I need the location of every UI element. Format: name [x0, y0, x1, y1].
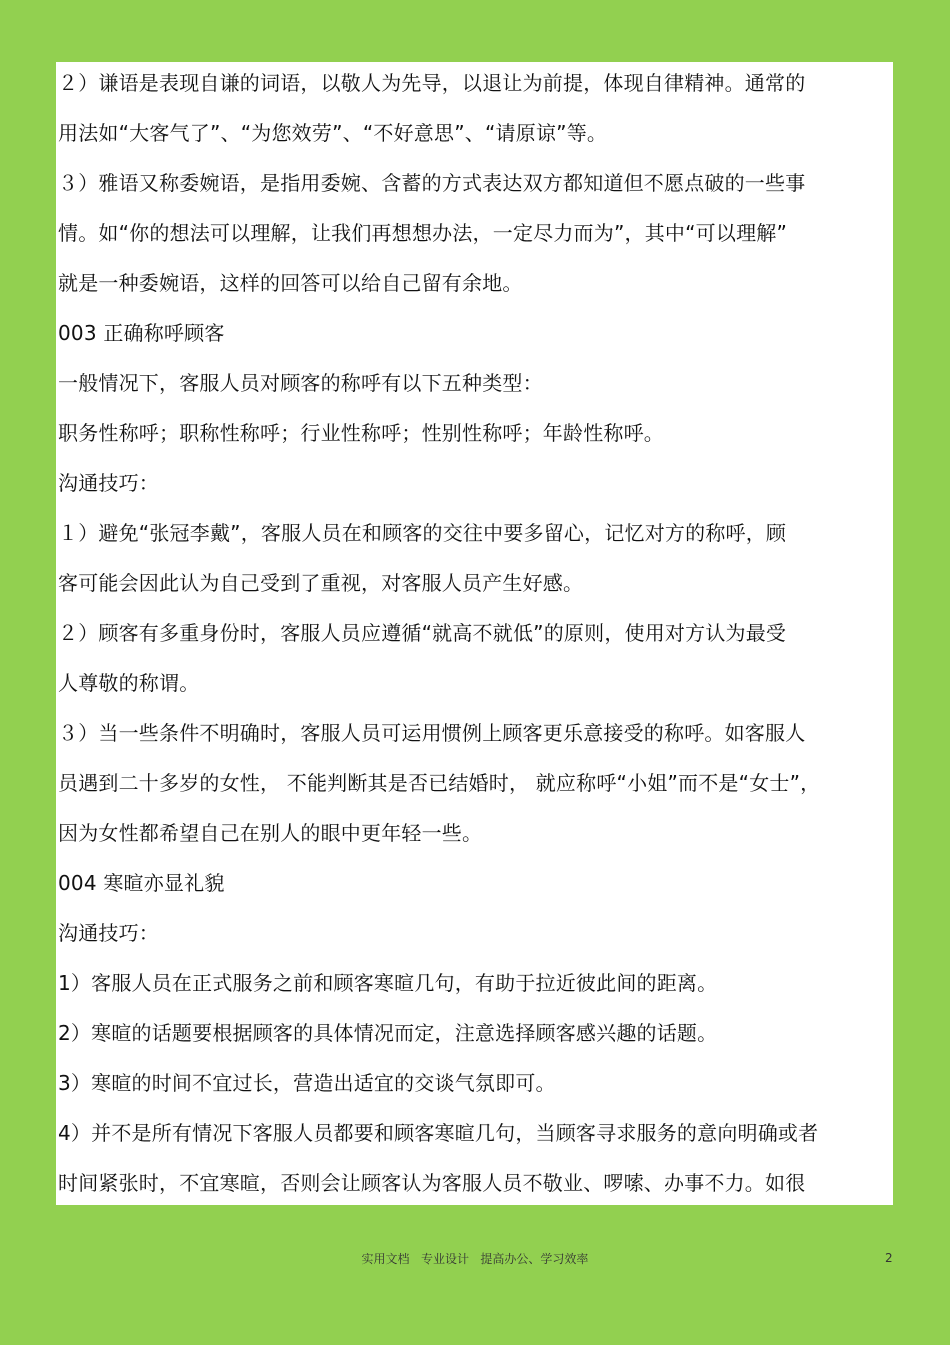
footer-text: 实用文档 专业设计 提高办公、学习效率 [361, 1252, 589, 1266]
text-line: ３）当一些条件不明确时，客服人员可运用惯例上顾客更乐意接受的称呼。如客服人 [58, 721, 806, 745]
text-line: 职务性称呼；职称性称呼；行业性称呼；性别性称呼；年龄性称呼。 [58, 421, 664, 445]
section-heading: 004 寒暄亦显礼貌 [58, 871, 225, 895]
subheading: 沟通技巧： [58, 921, 159, 945]
text-line: 2）寒暄的话题要根据顾客的具体情况而定，注意选择顾客感兴趣的话题。 [58, 1021, 718, 1045]
text-line: 情。如“你的想法可以理解，让我们再想想办法，一定尽力而为”，其中“可以理解” [58, 221, 788, 245]
text-line: 时间紧张时，不宜寒暄，否则会让顾客认为客服人员不敬业、啰嗦、办事不力。如很 [58, 1171, 806, 1195]
section-heading: 003 正确称呼顾客 [58, 321, 225, 345]
text-line: 客可能会因此认为自己受到了重视，对客服人员产生好感。 [58, 571, 584, 595]
text-line: 3）寒暄的时间不宜过长，营造出适宜的交谈气氛即可。 [58, 1071, 556, 1095]
text-line: 人尊敬的称谓。 [58, 671, 200, 695]
text-line: 员遇到二十多岁的女性， 不能判断其是否已结婚时， 就应称呼“小姐”而不是“女士”， [58, 771, 821, 795]
text-line: 就是一种委婉语，这样的回答可以给自己留有余地。 [58, 271, 523, 295]
page-number: 2 [885, 1251, 893, 1265]
text-line: １）避免“张冠李戴”，客服人员在和顾客的交往中要多留心，记忆对方的称呼，顾 [58, 521, 787, 545]
text-line: 因为女性都希望自己在别人的眼中更年轻一些。 [58, 821, 483, 845]
document-page [56, 62, 893, 1205]
text-line: ２）谦语是表现自谦的词语，以敬人为先导，以退让为前提，体现自律精神。通常的 [58, 71, 806, 95]
text-line: 1）客服人员在正式服务之前和顾客寒暄几句，有助于拉近彼此间的距离。 [58, 971, 718, 995]
text-line: ２）顾客有多重身份时，客服人员应遵循“就高不就低”的原则，使用对方认为最受 [58, 621, 787, 645]
text-line: ３）雅语又称委婉语，是指用委婉、含蓄的方式表达双方都知道但不愿点破的一些事 [58, 171, 806, 195]
subheading: 沟通技巧： [58, 471, 159, 495]
text-line: 一般情况下，客服人员对顾客的称呼有以下五种类型： [58, 371, 543, 395]
text-line: 4）并不是所有情况下客服人员都要和顾客寒暄几句，当顾客寻求服务的意向明确或者 [58, 1121, 819, 1145]
text-line: 用法如“大客气了”、“为您效劳”、“不好意思”、“请原谅”等。 [58, 121, 608, 145]
